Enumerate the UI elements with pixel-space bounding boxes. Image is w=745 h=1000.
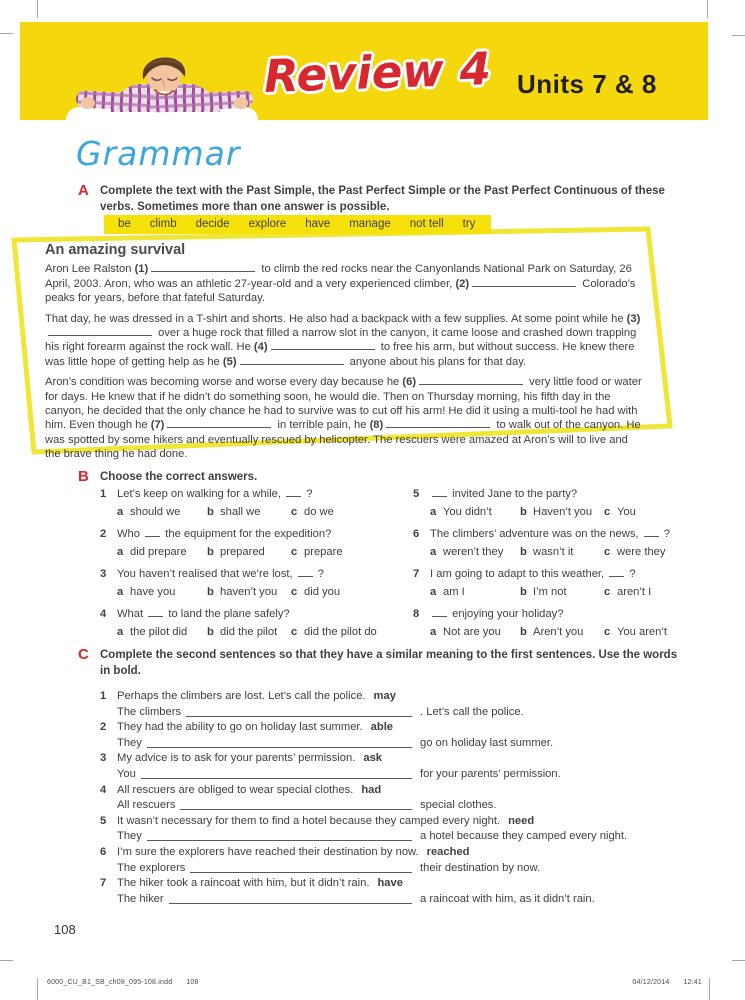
- section-c-heading: Complete the second sentences so that they have a similar meaning to the first sentences. Use the words in bold.: [100, 649, 678, 678]
- sentence-end: go on holiday last summer.: [420, 736, 554, 749]
- fill-in-blank: [151, 262, 255, 272]
- rewrite-item: [100, 720, 716, 751]
- survival-paragraphs: [45, 262, 642, 461]
- rewrite-item: [100, 845, 716, 876]
- sentence-start: You: [117, 767, 136, 780]
- blank-number: (2): [455, 277, 470, 290]
- fill-in-blank: [271, 340, 375, 350]
- blank-number: (7): [150, 419, 165, 432]
- page-number: 108: [54, 922, 76, 937]
- item-number: 4: [100, 783, 107, 796]
- blank-group: [117, 767, 417, 783]
- option-text: wasn’t it: [533, 546, 574, 558]
- sentence-start: They: [117, 830, 142, 843]
- first-sentence-line: [100, 876, 716, 892]
- item-number: 3: [100, 752, 107, 765]
- second-sentence-line: [100, 892, 716, 908]
- second-sentence-line: [100, 767, 716, 783]
- option-text: shall we: [220, 506, 261, 518]
- option-letter: c: [604, 586, 611, 598]
- word-bank-item: decide: [195, 218, 230, 230]
- c-items: [100, 689, 716, 907]
- section-c-letter: C: [78, 646, 89, 663]
- sentence-end: a raincoat with him, as it didn’t rain.: [420, 892, 595, 905]
- first-sentence-line: [100, 720, 716, 736]
- grammar-heading: Grammar: [76, 134, 241, 173]
- question-number: 4: [100, 608, 107, 620]
- survival-paragraph: Aron’s condition was becoming worse and worse every day because he (6) very little food or water for days. He knew that if he didn’t do something soon, he would die. Then on Thursday morning, his fifth day in the canyon, he decided that the only chance he had to survive was to cut off his arm! He did it using a multi-tool he had with him. Even though he (7) in terrible pain, he (8) to walk out of the canyon. He was spotted by some hikers and eventually rescued by helicopter. The rescuers were amazed at Aron’s will to live and the brave thing he had done.: [45, 376, 642, 461]
- item-number: 7: [100, 877, 107, 890]
- first-sentence: I’m sure the explorers have reached their destination by now.: [117, 845, 419, 858]
- sentence-end: their destination by now.: [420, 861, 541, 874]
- first-sentence: The hiker took a raincoat with him, but it didn’t rain.: [117, 877, 370, 890]
- option-letter: a: [117, 506, 124, 518]
- section-a-letter: A: [78, 182, 89, 199]
- fill-in-blank: [386, 418, 490, 428]
- word-bank: [104, 215, 491, 234]
- question-text: invited Jane to the party?: [430, 487, 577, 501]
- option-text: Not are you: [443, 626, 501, 638]
- option-text: haven’t you: [220, 586, 278, 598]
- item-number: 5: [100, 814, 107, 827]
- word-bank-item: not tell: [409, 218, 444, 230]
- first-sentence: All rescuers are obliged to wear special clothes.: [117, 783, 354, 796]
- word-bank-item: manage: [349, 218, 391, 230]
- option-letter: a: [430, 546, 437, 558]
- imprint-date: 04/12/2014: [632, 979, 670, 986]
- word-bank-item: try: [462, 218, 476, 230]
- blank-number: (4): [253, 341, 268, 354]
- option-text: Aren’t you: [533, 626, 584, 638]
- first-sentence: My advice is to ask for your parents’ permission.: [117, 752, 356, 765]
- question-text: What to land the plane safely?: [117, 608, 290, 620]
- sentence-end: for your parents’ permission.: [420, 767, 561, 780]
- write-in-blank: [180, 798, 412, 810]
- item-number: 6: [100, 845, 107, 858]
- write-in-blank: [141, 767, 412, 779]
- blank-group: [117, 861, 417, 877]
- first-sentence-line: [100, 845, 716, 861]
- imprint-page: 108: [186, 979, 199, 986]
- option-letter: a: [117, 546, 124, 558]
- sentence-start: The hiker: [117, 892, 164, 905]
- option-text: should we: [130, 506, 181, 518]
- write-in-blank: [147, 736, 412, 748]
- survival-box: [45, 243, 642, 468]
- fill-in-blank: [48, 326, 152, 336]
- option-text: aren’t I: [617, 586, 652, 598]
- fill-in-blank: [167, 418, 271, 428]
- word-bank-item: climb: [149, 218, 177, 230]
- section-b-heading: Choose the correct answers.: [100, 471, 258, 483]
- option-letter: b: [207, 626, 214, 638]
- blank-number: (3): [626, 312, 641, 325]
- sentence-start: The climbers: [117, 705, 182, 718]
- option-text: am I: [443, 586, 465, 598]
- rewrite-item: [100, 751, 716, 782]
- option-letter: b: [207, 506, 214, 518]
- question-text: You haven’t realised that we’re lost, ?: [117, 568, 325, 580]
- option-text: weren’t they: [443, 546, 504, 558]
- option-letter: a: [117, 586, 124, 598]
- word-bank-item: have: [305, 218, 331, 230]
- blank-number: (6): [402, 376, 417, 389]
- rewrite-item: [100, 689, 716, 720]
- rewrite-item: [100, 814, 716, 845]
- option-letter: c: [291, 586, 298, 598]
- option-text: did you: [304, 586, 341, 598]
- option-letter: c: [291, 626, 298, 638]
- fill-in-blank: [240, 355, 344, 365]
- option-letter: b: [520, 586, 527, 598]
- question-text: The climbers’ adventure was on the news, ?: [430, 528, 670, 540]
- survival-box-title: An amazing survival: [45, 242, 186, 258]
- keyword-bold: ask: [363, 752, 383, 765]
- sentence-end: a hotel because they camped every night.: [420, 830, 628, 843]
- imprint-time: 12:41: [683, 979, 702, 986]
- write-in-blank: [147, 829, 412, 841]
- keyword-bold: reached: [426, 845, 470, 858]
- option-text: You didn’t: [443, 506, 492, 518]
- blank-number: (8): [369, 419, 384, 432]
- section-a-instruction: Complete the text with the Past Simple, the Past Perfect Simple or the Past Perfect Continuous of these verbs. Sometimes more than one answer is possible.: [100, 185, 665, 214]
- option-text: prepare: [304, 546, 343, 558]
- write-in-blank: [169, 892, 412, 904]
- option-text: did prepare: [130, 546, 187, 558]
- second-sentence-line: [100, 861, 716, 877]
- option-text: did the pilot: [220, 626, 278, 638]
- keyword-bold: able: [370, 721, 394, 734]
- option-letter: a: [430, 626, 437, 638]
- question-number: 8: [413, 608, 420, 620]
- option-text: have you: [130, 586, 176, 598]
- rewrite-item: [100, 783, 716, 814]
- section-b-letter: B: [78, 468, 89, 485]
- option-text: prepared: [220, 546, 265, 558]
- option-letter: a: [430, 586, 437, 598]
- question-number: 5: [413, 488, 420, 500]
- second-sentence-line: [100, 829, 716, 845]
- write-in-blank: [186, 705, 412, 717]
- question-text: I am going to adapt to this weather, ?: [430, 568, 636, 580]
- keyword-bold: need: [508, 814, 535, 827]
- option-letter: a: [117, 626, 124, 638]
- option-letter: a: [430, 506, 437, 518]
- keyword-bold: have: [377, 877, 403, 890]
- review-title: Review 4: [263, 42, 492, 103]
- blank-group: [117, 829, 417, 845]
- first-sentence-line: [100, 751, 716, 767]
- keyword-bold: had: [361, 783, 382, 796]
- option-letter: c: [604, 506, 611, 518]
- fill-in-blank: [419, 375, 523, 385]
- survival-paragraph: That day, he was dressed in a T-shirt and shorts. He also had a backpack with a few supplies. At some point while he (3) over a huge rock that filled a narrow slot in the canyon, it came loose and crashed down trapping his right forearm against the rock wall. He (4) to free his arm, but without success. He knew there was little hope of getting help as he (5) anyone about his plans for that day.: [45, 312, 641, 368]
- write-in-blank: [190, 861, 412, 873]
- first-sentence-line: [100, 814, 716, 830]
- option-text: You aren’t: [617, 626, 667, 638]
- question-text: enjoying your holiday?: [430, 607, 563, 621]
- question-number: 3: [100, 568, 107, 580]
- option-text: Haven’t you: [533, 506, 593, 518]
- blank-number: (1): [134, 263, 149, 276]
- blank-group: [117, 736, 417, 752]
- survival-paragraph: Aron Lee Ralston (1) to climb the red rocks near the Canyonlands National Park on Saturday, 26 April, 2003. Aron, who was an athletic 27-year-old and a very experienced climber, (2) Colorado’s peaks for years, before that fateful Saturday.: [45, 263, 636, 305]
- option-text: You: [617, 506, 636, 518]
- item-number: 1: [100, 690, 107, 702]
- option-letter: c: [291, 546, 298, 558]
- question-number: 1: [100, 488, 107, 500]
- item-number: 2: [100, 721, 107, 734]
- option-letter: c: [604, 546, 611, 558]
- question-number: 2: [100, 528, 107, 540]
- keyword-bold: may: [373, 690, 396, 702]
- option-letter: b: [520, 626, 527, 638]
- option-letter: b: [520, 546, 527, 558]
- imprint-file: 6000_CU_B1_SB_ch08_095-108.indd: [47, 979, 173, 986]
- second-sentence-line: [100, 705, 716, 721]
- rewrite-item: [100, 876, 716, 907]
- option-text: did the pilot do: [304, 626, 377, 638]
- units-label: Units 7 & 8: [517, 69, 657, 99]
- option-text: do we: [304, 506, 334, 518]
- sentence-start: They: [117, 736, 142, 749]
- first-sentence: It wasn’t necessary for them to find a hotel because they camped every night.: [117, 814, 501, 827]
- sentence-end: special clothes.: [420, 799, 497, 812]
- fill-in-blank: [472, 277, 576, 287]
- option-letter: c: [291, 506, 298, 518]
- option-letter: b: [207, 546, 214, 558]
- word-bank-item: explore: [248, 218, 287, 230]
- first-sentence-line: [100, 783, 716, 799]
- option-text: were they: [617, 546, 666, 558]
- blank-number: (5): [222, 355, 237, 368]
- option-letter: b: [520, 506, 527, 518]
- sentence-end: . Let’s call the police.: [420, 705, 524, 718]
- blank-group: [117, 798, 417, 814]
- first-sentence-line: [100, 689, 716, 705]
- blank-group: [117, 892, 417, 908]
- question-number: 7: [413, 568, 420, 580]
- question-text: Who the equipment for the expedition?: [117, 528, 332, 540]
- sentence-start: The explorers: [117, 861, 186, 874]
- option-letter: b: [207, 586, 214, 598]
- first-sentence: They had the ability to go on holiday last summer.: [117, 721, 363, 734]
- second-sentence-line: [100, 798, 716, 814]
- question-number: 6: [413, 528, 420, 540]
- blank-group: [117, 705, 417, 721]
- word-bank-item: be: [118, 218, 131, 230]
- option-letter: c: [604, 626, 611, 638]
- option-text: I’m not: [533, 586, 567, 598]
- sentence-start: All rescuers: [117, 799, 176, 812]
- first-sentence: Perhaps the climbers are lost. Let’s call the police.: [117, 690, 366, 702]
- question-text: Let’s keep on walking for a while, ?: [117, 488, 313, 500]
- second-sentence-line: [100, 736, 716, 752]
- option-text: the pilot did: [130, 626, 188, 638]
